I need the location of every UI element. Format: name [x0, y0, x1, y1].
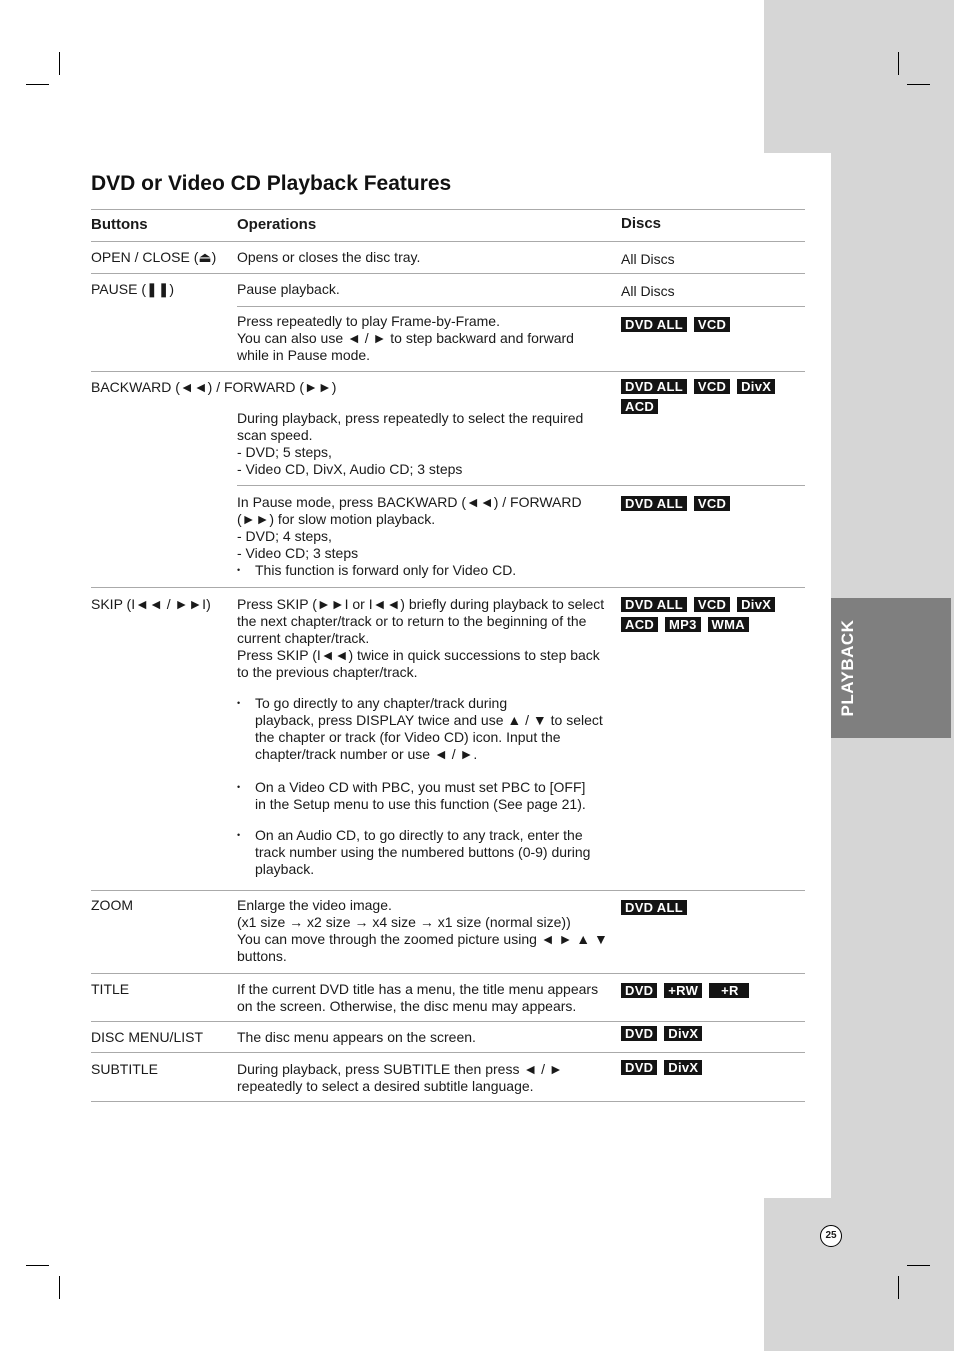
note-line: track number using the numbered buttons (0-9) during [255, 844, 591, 860]
operation-line: Enlarge the video image. [237, 897, 392, 913]
button-cell: TITLE [91, 981, 130, 997]
disc-badge: WMA [708, 617, 749, 632]
disc-badge: VCD [694, 496, 730, 511]
operation-cell [237, 494, 617, 579]
operation-line: Press SKIP (►►I or I◄◄) briefly during playback to select [237, 596, 605, 612]
operation-cell [237, 410, 617, 478]
note-line: • On a Video CD with PBC, you must set PBC to [OFF] [255, 779, 586, 795]
operation-line: Press repeatedly to play Frame-by-Frame. [237, 313, 500, 329]
operation-note [237, 779, 617, 813]
operation-line: repeatedly to select a desired subtitle language. [237, 1078, 534, 1094]
operation-line: During playback, press repeatedly to select the required [237, 410, 584, 426]
crop-mark [898, 1276, 899, 1299]
table-row [91, 1053, 805, 1102]
discs-cell [621, 316, 801, 336]
operation-note [237, 695, 617, 763]
discs-cell [621, 1025, 801, 1045]
disc-badge: DVD [621, 1060, 657, 1075]
crop-mark [26, 84, 49, 85]
operation-note: • This function is forward only for Video CD. [237, 562, 617, 579]
operation-cell: Opens or closes the disc tray. [237, 249, 421, 265]
operation-line: on the screen. Otherwise, the disc menu may appears. [237, 998, 577, 1014]
note-line: playback. [255, 861, 315, 877]
disc-badge: +RW [664, 983, 702, 998]
operation-line: - DVD; 5 steps, [237, 444, 332, 460]
operation-cell [237, 596, 617, 878]
operation-line: - Video CD; 3 steps [237, 545, 359, 561]
crop-mark [907, 84, 930, 85]
disc-badge: VCD [694, 597, 730, 612]
operation-cell [237, 897, 617, 965]
discs-cell: All Discs [621, 251, 675, 267]
crop-mark [59, 52, 60, 75]
margin-band-top [764, 0, 954, 153]
discs-cell [621, 495, 801, 515]
note-line: chapter/track number or use ◄ / ►. [255, 746, 478, 762]
button-cell: OPEN / CLOSE (⏏) [91, 249, 217, 265]
disc-badge: DivX [664, 1060, 702, 1075]
features-table [91, 209, 805, 1102]
discs-cell: All Discs [621, 283, 675, 299]
operation-line: - DVD; 4 steps, [237, 528, 332, 544]
table-row [91, 891, 805, 974]
operation-line: to the previous chapter/track. [237, 664, 418, 680]
table-row [91, 588, 805, 891]
disc-badge: ACD [621, 617, 658, 632]
operation-cell: Pause playback. [237, 281, 340, 297]
operation-line: During playback, press SUBTITLE then press ◄ / ► [237, 1061, 563, 1077]
disc-badge: DVD ALL [621, 597, 687, 612]
button-cell: PAUSE (❚❚) [91, 281, 175, 297]
crop-mark [26, 1265, 49, 1266]
operation-line: (►►) for slow motion playback. [237, 511, 436, 527]
table-row [91, 274, 805, 306]
disc-badge: DVD [621, 983, 657, 998]
header-discs: Discs [621, 215, 662, 232]
table-row [91, 1022, 805, 1053]
crop-mark [907, 1265, 930, 1266]
operation-cell [237, 1061, 617, 1095]
operation-line: Press SKIP (I◄◄) twice in quick successions to step back [237, 647, 600, 663]
disc-badge: DVD [621, 1026, 657, 1041]
page-number: 25 [820, 1225, 842, 1247]
operation-cell [237, 313, 617, 364]
operation-line: If the current DVD title has a menu, the title menu appears [237, 981, 599, 997]
table-row [91, 307, 805, 372]
table-row [91, 974, 805, 1022]
note-line: • On an Audio CD, to go directly to any track, enter the [255, 827, 583, 843]
operation-line: (x1 size → x2 size → x4 size → x1 size (normal size)) [237, 914, 571, 930]
table-row [91, 372, 805, 485]
operation-line: scan speed. [237, 427, 313, 443]
disc-badge: DVD ALL [621, 379, 687, 394]
discs-cell [621, 1059, 801, 1079]
operation-line: the next chapter/track or to return to the beginning of the [237, 613, 587, 629]
operation-line: In Pause mode, press BACKWARD (◄◄) / FORWARD [237, 494, 582, 510]
button-cell: DISC MENU/LIST [91, 1029, 204, 1045]
operation-line: You can move through the zoomed picture using ◄ ► ▲ ▼ [237, 931, 608, 947]
note-line: the chapter or track (for Video CD) icon. Input the [255, 729, 561, 745]
disc-badge: DivX [737, 597, 775, 612]
crop-mark [59, 1276, 60, 1299]
disc-badge: VCD [694, 317, 730, 332]
disc-badge: DVD ALL [621, 900, 687, 915]
table-header-row [91, 210, 805, 242]
button-cell: BACKWARD (◄◄) / FORWARD (►►) [91, 379, 337, 395]
page-title: DVD or Video CD Playback Features [91, 172, 452, 195]
section-tab-label: PLAYBACK [838, 619, 857, 717]
operation-line: buttons. [237, 948, 287, 964]
disc-badge: VCD [694, 379, 730, 394]
discs-cell [621, 596, 801, 636]
crop-mark [898, 52, 899, 75]
note-line: in the Setup menu to use this function (See page 21). [255, 796, 586, 812]
button-cell: SUBTITLE [91, 1061, 158, 1077]
operation-note [237, 827, 617, 878]
disc-badge: DivX [737, 379, 775, 394]
discs-cell [621, 982, 801, 1002]
disc-badge: DivX [664, 1026, 702, 1041]
button-cell: SKIP (I◄◄ / ►►I) [91, 596, 211, 612]
table-row [91, 242, 805, 274]
discs-cell [621, 378, 801, 418]
disc-badge: DVD ALL [621, 317, 687, 332]
note-line: playback, press DISPLAY twice and use ▲ / ▼ to select [255, 712, 603, 728]
disc-badge: ACD [621, 399, 658, 414]
operation-line: while in Pause mode. [237, 347, 371, 363]
disc-badge: +R [709, 983, 749, 998]
operation-line: - Video CD, DivX, Audio CD; 3 steps [237, 461, 463, 477]
button-cell: ZOOM [91, 897, 133, 913]
operation-cell [237, 981, 617, 1015]
disc-badge: MP3 [665, 617, 701, 632]
margin-band-bottom [764, 1198, 954, 1351]
disc-badge: DVD ALL [621, 496, 687, 511]
discs-cell [621, 899, 801, 919]
operation-cell: The disc menu appears on the screen. [237, 1029, 476, 1045]
header-operations: Operations [237, 216, 317, 233]
note-line: • To go directly to any chapter/track during [255, 695, 508, 711]
operation-line: You can also use ◄ / ► to step backward and forward [237, 330, 574, 346]
operation-line: current chapter/track. [237, 630, 370, 646]
header-buttons: Buttons [91, 216, 148, 233]
table-row [91, 486, 805, 588]
